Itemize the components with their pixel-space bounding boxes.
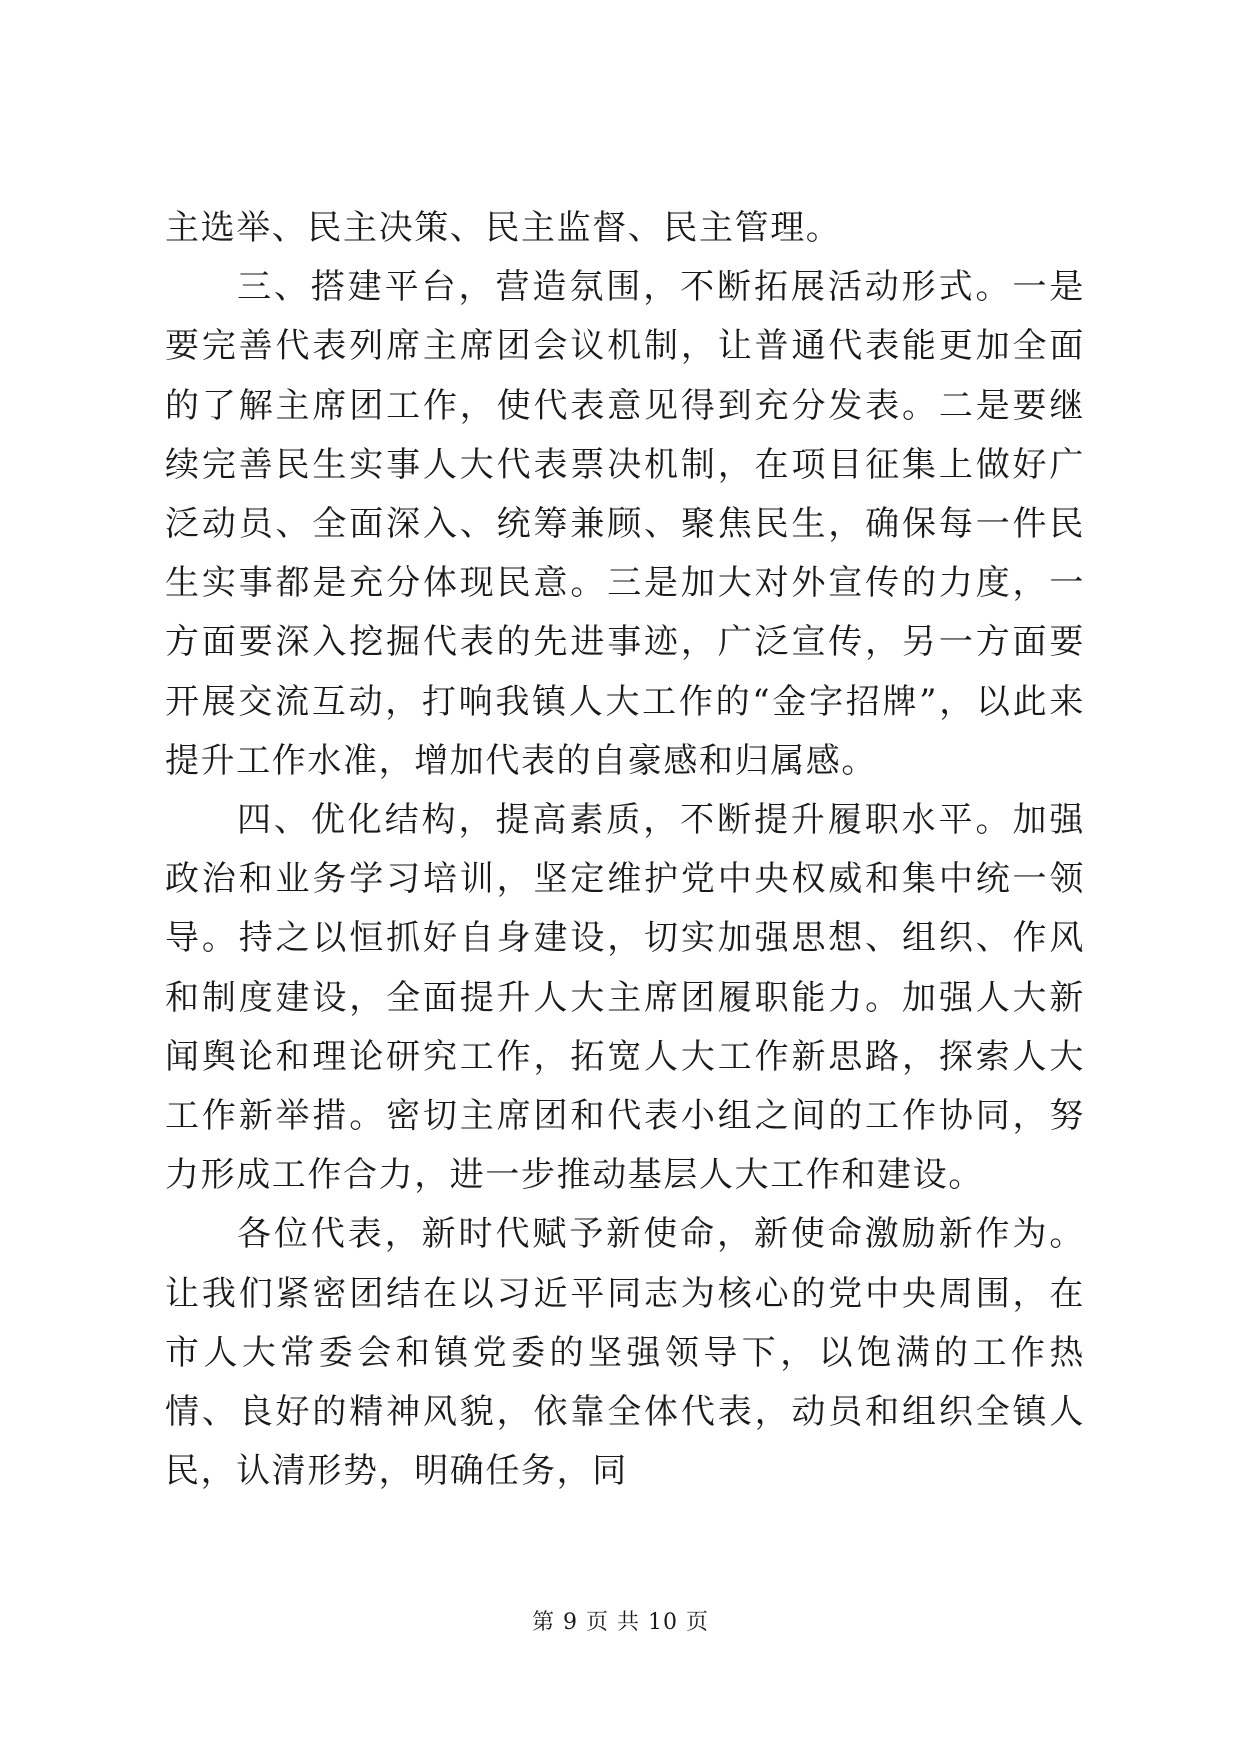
- page-number-footer: 第 9 页 共 10 页: [532, 1610, 709, 1635]
- document-body: [165, 199, 1085, 1501]
- paragraph-3: 四、优化结构，提高素质，不断提升履职水平。加强政治和业务学习培训，坚定维护党中央权威和集中统一领导。持之以恒抓好自身建设，切实加强思想、组织、作风和制度建设，全面提升人大主席团履职能力。加强人大新闻舆论和理论研究工作，拓宽人大工作新思路，探索人大工作新举措。密切主席团和代表小组之间的工作协同，努力形成工作合力，进一步推动基层人大工作和建设。: [165, 800, 1085, 1196]
- paragraph-1: 主选举、民主决策、民主监督、民主管理。: [165, 208, 842, 248]
- paragraph-2: 三、搭建平台，营造氛围，不断拓展活动形式。一是要完善代表列席主席团会议机制，让普通代表能更加全面的了解主席团工作，使代表意见得到充分发表。二是要继续完善民生实事人大代表票决机制，在项目征集上做好广泛动员、全面深入、统筹兼顾、聚焦民生，确保每一件民生实事都是充分体现民意。三是加大对外宣传的力度，一方面要深入挖掘代表的先进事迹，广泛宣传，另一方面要开展交流互动，打响我镇人大工作的“金字招牌”，以此来提升工作水准，增加代表的自豪感和归属感。: [165, 267, 1085, 781]
- paragraph-4: 各位代表，新时代赋予新使命，新使命激励新作为。让我们紧密团结在以习近平同志为核心的党中央周围，在市人大常委会和镇党委的坚强领导下，以饱满的工作热情、良好的精神风貌，依靠全体代表，动员和组织全镇人民，认清形势，明确任务，同: [165, 1214, 1085, 1492]
